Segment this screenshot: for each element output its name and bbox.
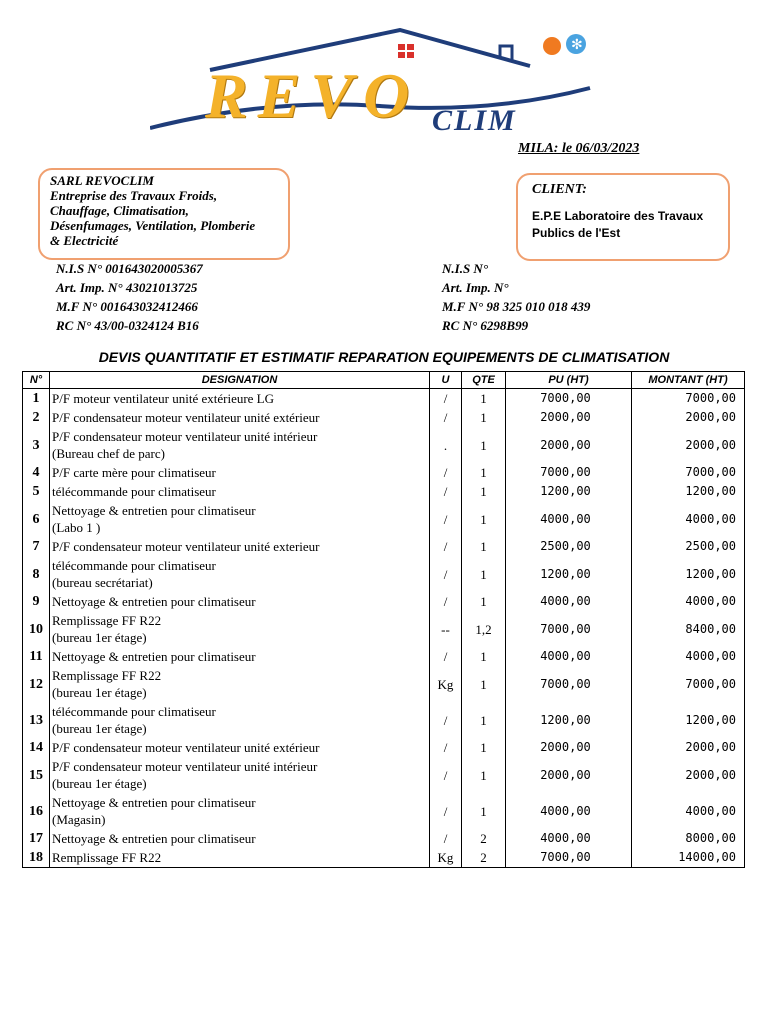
row-quantity-text: 1 [480,594,487,609]
client-art-imp: Art. Imp. N° [442,280,509,295]
quote-table [22,371,745,868]
row-unit-price-text: 4000,00 [540,511,591,526]
table-row [23,556,745,592]
row-unit-price [506,537,632,556]
row-designation [50,482,430,501]
row-unit [430,666,462,702]
row-designation-text: Nettoyage & entretien pour climatiseur [52,649,256,664]
row-designation [50,702,430,738]
row-amount [632,389,745,409]
row-amount-text: 1200,00 [685,484,736,498]
row-unit-price-text: 2500,00 [540,539,591,553]
table-row [23,738,745,757]
row-quantity-text: 1 [480,484,487,499]
row-designation [50,463,430,482]
row-unit [430,427,462,463]
client-box [516,173,730,261]
row-unit-price-text: 7000,00 [540,621,591,636]
row-amount-text: 8000,00 [685,831,736,845]
company-activity-3: Désenfumages, Ventilation, Plomberie [50,218,256,233]
row-quantity-text: 1,2 [475,621,492,637]
row-location-note: (Magasin) [52,812,106,827]
row-designation-text: Remplissage FF R22 [52,668,162,683]
row-location-note: (bureau secrétariat) [52,575,153,590]
row-number [23,611,50,647]
row-quantity-text: 1 [480,649,487,664]
row-quantity-text: 1 [480,803,487,819]
row-amount-text: 4000,00 [685,511,736,526]
row-designation-text: P/F condensateur moteur ventilateur unité intérieur [52,759,318,774]
row-number [23,848,50,868]
row-amount-text: 7000,00 [685,391,736,405]
row-designation-text: P/F condensateur moteur ventilateur unité extérieur [52,740,320,755]
table-row [23,702,745,738]
row-quantity [462,738,506,757]
row-unit-price [506,848,632,868]
row-amount [632,666,745,702]
row-unit-text: / [443,410,448,425]
row-amount [632,611,745,647]
row-number-text: 1 [32,391,40,406]
row-amount [632,793,745,829]
row-amount [632,408,745,427]
row-unit-price-text: 2000,00 [540,740,591,754]
row-designation-text: P/F carte mère pour climatiseur [52,465,216,480]
row-designation-text: télécommande pour climatiseur [52,484,216,499]
row-amount [632,537,745,556]
row-unit-price [506,482,632,501]
row-quantity [462,408,506,427]
row-unit-text: Kg [437,850,454,865]
table-header-row [23,372,745,389]
row-designation [50,666,430,702]
row-unit-text: / [443,649,448,664]
row-unit [430,537,462,556]
company-activity-1: Entreprise des Travaux Froids, [50,188,218,203]
row-amount [632,738,745,757]
row-unit [430,738,462,757]
company-activity-2: Chauffage, Climatisation, [50,203,189,218]
row-quantity-text: 1 [480,437,487,453]
row-number-text: 12 [29,676,43,692]
row-unit-text: / [443,767,448,783]
row-unit-price [506,501,632,537]
row-number-text: 14 [29,740,43,755]
row-number [23,829,50,848]
row-number [23,556,50,592]
row-designation [50,848,430,868]
row-unit-price [506,463,632,482]
row-unit-price [506,611,632,647]
row-quantity [462,482,506,501]
row-unit-text: / [443,712,448,728]
company-box [38,168,290,260]
row-unit-text: -- [441,621,450,637]
row-location-note: (Labo 1 ) [52,520,101,535]
table-row [23,501,745,537]
row-unit-price-text: 1200,00 [540,566,591,581]
row-number-text: 13 [29,712,43,728]
row-amount-text: 1200,00 [685,712,736,727]
row-unit [430,389,462,409]
header-unit: U [430,372,462,389]
row-quantity [462,829,506,848]
row-quantity-text: 1 [480,712,487,728]
row-designation [50,592,430,611]
row-designation-text: Nettoyage & entretien pour climatiseur [52,594,256,609]
client-rc: RC N° 6298B99 [442,318,529,333]
row-unit [430,408,462,427]
row-unit-text: . [443,437,448,453]
header-amount: MONTANT (HT) [632,372,745,389]
row-unit-price-text: 7000,00 [540,465,591,479]
row-quantity [462,611,506,647]
row-unit-price [506,793,632,829]
row-designation [50,738,430,757]
row-number [23,482,50,501]
row-amount [632,482,745,501]
row-quantity [462,427,506,463]
row-unit-price-text: 7000,00 [540,850,591,864]
table-row [23,592,745,611]
row-unit-price-text: 2000,00 [540,437,591,452]
row-number-text: 11 [29,649,43,664]
row-number-text: 9 [32,594,40,609]
row-quantity [462,537,506,556]
row-amount-text: 4000,00 [685,803,736,818]
row-designation-text: Remplissage FF R22 [52,613,162,628]
logo-sub-text: CLIM [432,104,517,137]
row-quantity [462,666,506,702]
company-name: SARL REVOCLIM [50,173,154,188]
table-row [23,463,745,482]
row-unit [430,463,462,482]
row-quantity-text: 1 [480,391,487,406]
row-amount-text: 8400,00 [685,621,736,636]
row-quantity [462,647,506,666]
row-designation-text: P/F condensateur moteur ventilateur unité exterieur [52,539,320,554]
row-quantity-text: 1 [480,676,487,692]
logo-main-text: REVO [205,60,420,131]
row-unit-price [506,757,632,793]
table-row [23,537,745,556]
row-unit-price-text: 4000,00 [540,594,591,608]
row-location-note: (bureau 1er étage) [52,721,147,736]
row-unit [430,647,462,666]
row-number-text: 6 [32,511,40,527]
table-row [23,427,745,463]
row-unit-price [506,389,632,409]
row-designation [50,537,430,556]
row-unit [430,611,462,647]
row-amount [632,427,745,463]
row-amount [632,592,745,611]
row-quantity-text: 1 [480,465,487,480]
row-quantity-text: 1 [480,511,487,527]
row-amount [632,647,745,666]
row-unit-price-text: 1200,00 [540,712,591,727]
row-amount [632,463,745,482]
row-designation-text: Remplissage FF R22 [52,850,162,865]
row-unit-price [506,427,632,463]
table-row [23,389,745,409]
row-unit-text: / [443,803,448,819]
row-number [23,408,50,427]
row-designation [50,389,430,409]
row-amount-text: 7000,00 [685,465,736,479]
row-quantity [462,848,506,868]
row-number [23,501,50,537]
row-amount-text: 4000,00 [685,649,736,663]
table-row [23,408,745,427]
client-mf: M.F N° 98 325 010 018 439 [442,299,591,314]
row-amount-text: 2000,00 [685,437,736,452]
row-unit-price [506,829,632,848]
row-unit-price [506,592,632,611]
company-art-imp: Art. Imp. N° 43021013725 [56,280,198,295]
row-unit [430,757,462,793]
table-row [23,666,745,702]
row-unit-price [506,738,632,757]
row-designation-text: Nettoyage & entretien pour climatiseur [52,795,256,810]
row-number [23,666,50,702]
row-unit-text: / [443,740,448,755]
row-quantity-text: 1 [480,740,487,755]
row-number-text: 17 [29,831,43,846]
row-quantity-text: 1 [480,767,487,783]
table-row [23,647,745,666]
table-row [23,793,745,829]
row-unit-text: / [443,465,448,480]
row-unit-text: / [443,391,448,406]
row-amount-text: 7000,00 [685,676,736,691]
row-unit-price-text: 7000,00 [540,391,591,405]
table-row [23,848,745,868]
row-quantity [462,702,506,738]
client-label: CLIENT: [532,182,587,197]
row-unit-price-text: 4000,00 [540,803,591,818]
row-number [23,592,50,611]
document-title: DEVIS QUANTITATIF ET ESTIMATIF REPARATION EQUIPEMENTS DE CLIMATISATION [98,349,670,365]
company-activity-4: & Electricité [50,233,119,248]
row-amount-text: 2000,00 [685,740,736,754]
row-quantity [462,592,506,611]
row-number [23,647,50,666]
row-designation [50,556,430,592]
table-row [23,757,745,793]
row-unit-text: / [443,539,448,554]
row-quantity [462,501,506,537]
row-unit-price-text: 7000,00 [540,676,591,691]
row-unit [430,501,462,537]
row-amount-text: 2500,00 [685,539,736,553]
row-quantity-text: 1 [480,566,487,582]
row-unit-text: / [443,484,448,499]
company-ids [56,259,203,335]
row-unit [430,482,462,501]
row-number-text: 18 [29,850,43,865]
row-unit-text: / [443,511,448,527]
row-unit-text: / [443,831,448,846]
row-amount-text: 2000,00 [685,767,736,782]
row-quantity [462,793,506,829]
row-amount-text: 4000,00 [685,594,736,608]
row-amount-text: 14000,00 [678,850,736,864]
row-number-text: 16 [29,803,43,819]
client-ids [442,259,590,335]
row-number [23,389,50,409]
row-designation [50,501,430,537]
row-location-note: (bureau 1er étage) [52,630,147,645]
row-number [23,427,50,463]
row-number-text: 3 [32,437,40,453]
row-quantity-text: 2 [480,850,487,865]
row-quantity-text: 1 [480,539,487,554]
row-unit [430,702,462,738]
row-unit-price [506,647,632,666]
row-designation [50,408,430,427]
row-amount [632,757,745,793]
client-name-line1: E.P.E Laboratoire des Travaux [532,209,704,223]
header-unit-price: PU (HT) [506,372,632,389]
client-name-line2: Publics de l'Est [532,226,621,240]
row-quantity [462,556,506,592]
row-unit-text: Kg [437,676,454,692]
row-number-text: 15 [29,767,43,783]
row-number-text: 2 [32,410,40,425]
row-amount [632,848,745,868]
row-designation-text: Nettoyage & entretien pour climatiseur [52,503,256,518]
row-unit-price [506,666,632,702]
row-number [23,463,50,482]
row-number-text: 5 [32,484,40,499]
row-unit-text: / [443,594,448,609]
row-unit-price [506,408,632,427]
row-amount [632,829,745,848]
row-location-note: (bureau 1er étage) [52,776,147,791]
row-amount [632,556,745,592]
header-number: N° [23,372,50,389]
row-designation [50,757,430,793]
row-quantity [462,389,506,409]
row-unit-price-text: 4000,00 [540,831,591,845]
row-amount-text: 2000,00 [685,410,736,424]
row-amount [632,501,745,537]
row-designation [50,427,430,463]
header-quantity: QTE [462,372,506,389]
row-designation-text: télécommande pour climatiseur [52,704,216,719]
header-designation: DESIGNATION [50,372,430,389]
row-number [23,757,50,793]
row-number [23,793,50,829]
table-row [23,482,745,501]
row-quantity [462,463,506,482]
company-rc: RC N° 43/00-0324124 B16 [56,318,199,333]
row-unit-price-text: 2000,00 [540,767,591,782]
row-designation-text: P/F moteur ventilateur unité extérieure LG [52,391,275,406]
row-unit [430,829,462,848]
row-designation [50,829,430,848]
row-quantity-text: 1 [480,410,487,425]
row-unit-text: / [443,566,448,582]
row-designation [50,611,430,647]
row-quantity [462,757,506,793]
row-unit-price [506,702,632,738]
document-date: MILA: le 06/03/2023 [518,141,640,156]
row-amount [632,702,745,738]
row-unit-price-text: 2000,00 [540,410,591,424]
row-unit-price-text: 4000,00 [540,649,591,663]
svg-text:✻: ✻ [571,37,583,53]
row-unit [430,848,462,868]
row-number [23,738,50,757]
row-unit [430,793,462,829]
row-unit [430,556,462,592]
company-mf: M.F N° 001643032412466 [56,299,198,314]
row-amount-text: 1200,00 [685,566,736,581]
client-nis: N.I.S N° [442,261,489,276]
row-unit-price [506,556,632,592]
row-location-note: (Bureau chef de parc) [52,446,165,461]
row-designation-text: P/F condensateur moteur ventilateur unité intérieur [52,429,318,444]
row-unit [430,592,462,611]
row-designation [50,647,430,666]
table-row [23,829,745,848]
row-designation [50,793,430,829]
company-nis: N.I.S N° 001643020005367 [56,261,203,276]
row-number-text: 10 [29,621,43,637]
row-designation-text: P/F condensateur moteur ventilateur unité extérieur [52,410,320,425]
row-number [23,537,50,556]
row-designation-text: télécommande pour climatiseur [52,558,216,573]
row-unit-price-text: 1200,00 [540,484,591,498]
row-number-text: 4 [32,465,40,480]
table-row [23,611,745,647]
row-number-text: 7 [32,539,40,554]
row-number-text: 8 [32,566,40,582]
row-number [23,702,50,738]
row-location-note: (bureau 1er étage) [52,685,147,700]
row-quantity-text: 2 [480,831,487,846]
row-designation-text: Nettoyage & entretien pour climatiseur [52,831,256,846]
